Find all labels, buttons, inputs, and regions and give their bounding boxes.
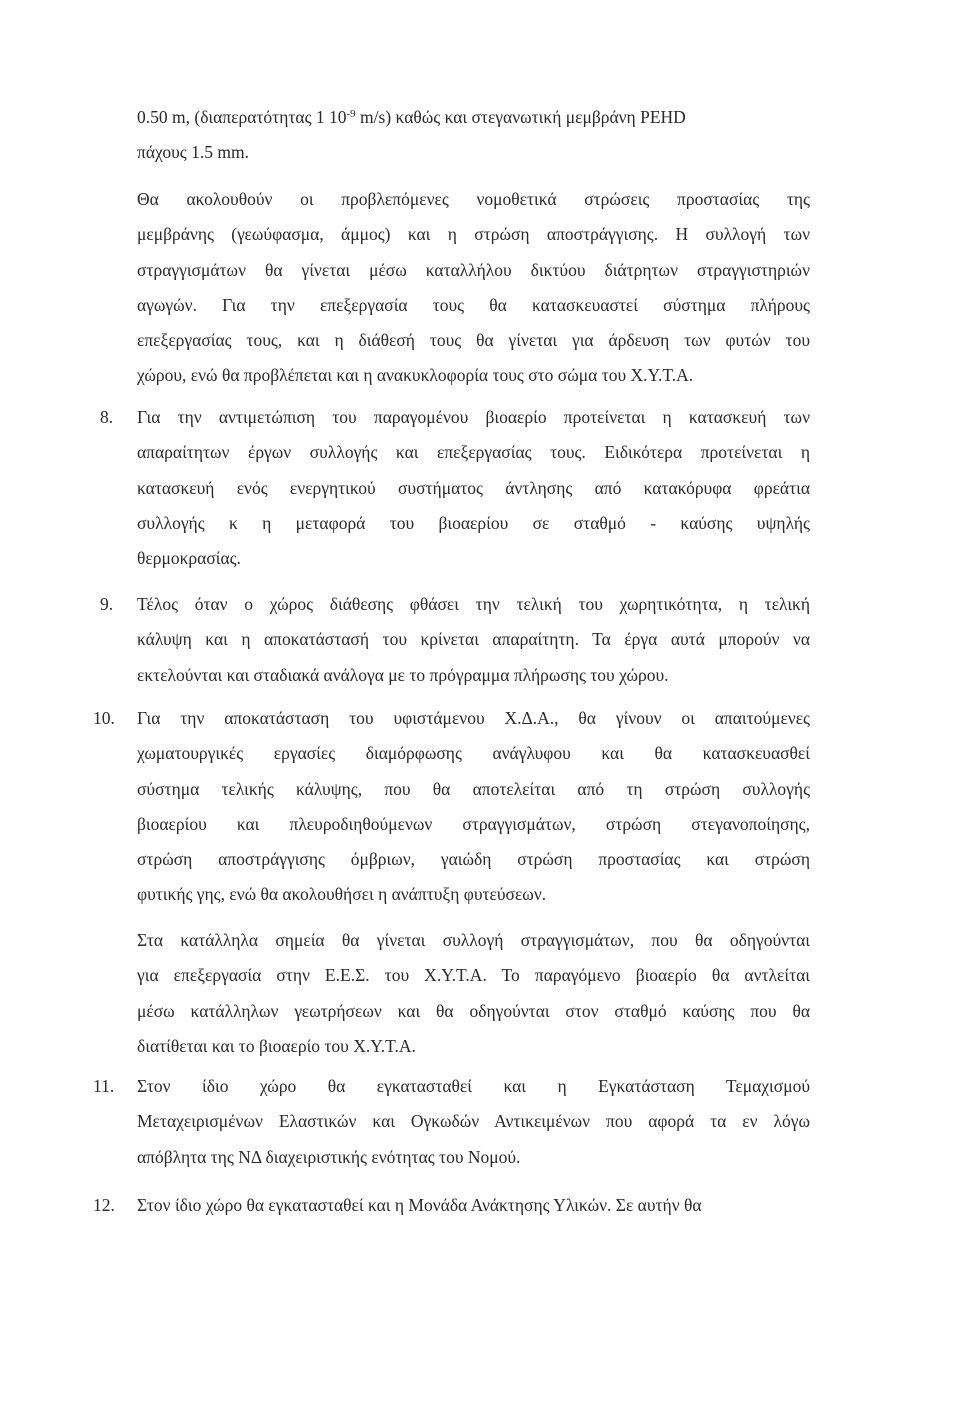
list-number: 8. (100, 407, 114, 427)
text-line: κατασκευή ενός ενεργητικού συστήματος άντλησης από κατακόρυφα φρεάτια (137, 477, 810, 498)
text-line: Για την αντιμετώπιση του παραγομένου βιοαερίο προτείνεται η κατασκευή των (137, 407, 810, 427)
intro-paragraph (137, 182, 810, 394)
text-line: Στον ίδιο χώρο θα εγκατασταθεί και η Μονάδα Ανάκτησης Υλικών. Σε αυτήν θα (137, 1195, 702, 1215)
text-line: Στα κατάλληλα σημεία θα γίνεται συλλογή στραγγισμάτων, που θα οδηγούνται (137, 930, 810, 950)
text-line: σύστημα τελικής κάλυψης, που θα αποτελείται από τη στρώση συλλογής (137, 778, 810, 799)
text-line: φυτικής γης, ενώ θα ακολουθήσει η ανάπτυξη φυτεύσεων. (137, 884, 547, 905)
list-number: 12. (93, 1195, 115, 1215)
text-line: μεμβράνης (γεωύφασμα, άμμος) και η στρώση αποστράγγισης. Η συλλογή των (137, 224, 810, 245)
list-item (137, 400, 810, 576)
text-line: για επεξεργασία στην Ε.Ε.Σ. του Χ.Υ.Τ.Α. Το παραγόμενο βιοαερίο θα αντλείται (137, 965, 810, 986)
list-number: 9. (100, 594, 114, 614)
text-line: εκτελούνται και σταδιακά ανάλογα με το πρόγραμμα πλήρωσης του χώρου. (137, 664, 669, 685)
text-line: Για την αποκατάσταση του υφιστάμενου Χ.Δ.Α., θα γίνουν οι απαιτούμενες (137, 708, 810, 728)
list-number: 10. (93, 708, 115, 728)
text-line: χωματουργικές εργασίες διαμόρφωσης ανάγλυφου και θα κατασκευασθεί (137, 743, 810, 764)
text-line: Τέλος όταν ο χώρος διάθεσης φθάσει την τελική του χωρητικότητα, η τελική (137, 594, 810, 614)
text-line: Στον ίδιο χώρο θα εγκατασταθεί και η Εγκατάσταση Τεμαχισμού (137, 1076, 810, 1096)
text-line: Μεταχειρισμένων Ελαστικών και Ογκωδών Αντικειμένων που αφορά τα εν λόγω (137, 1111, 810, 1132)
text-line: κάλυψη και η αποκατάστασή του κρίνεται απαραίτητη. Τα έργα αυτά μπορούν να (137, 629, 810, 650)
text-line: απαραίτητων έργων συλλογής και επεξεργασίας τους. Ειδικότερα προτείνεται η (137, 442, 810, 463)
text-line: μέσω κατάλληλων γεωτρήσεων και θα οδηγούνται στον σταθμό καύσης που θα (137, 1000, 810, 1021)
text-line: βιοαερίου και πλευροδιηθούμενων στραγγισμάτων, στρώση στεγανοποίησης, (137, 813, 810, 834)
list-number: 11. (93, 1076, 115, 1096)
list-item (137, 701, 810, 913)
list-item (137, 587, 810, 693)
list-item (137, 1069, 810, 1175)
text-line: χώρου, ενώ θα προβλέπεται και η ανακυκλοφορία τους στο σώμα του Χ.Υ.Τ.Α. (137, 365, 694, 386)
text-line: 0.50 m, (διαπερατότητας 1 $10^{-9}$ m/s) καθώς και στεγανωτική μεμβράνη PEHD (137, 107, 686, 127)
text-line: συλλογής κ η μεταφορά του βιοαερίου σε σταθμό - καύσης υψηλής (137, 512, 810, 533)
list-item (137, 1188, 810, 1223)
list-item-subparagraph (137, 923, 810, 1064)
intro-continuation (137, 100, 810, 171)
text-line: επεξεργασίας τους, και η διάθεσή τους θα γίνεται για άρδευση των φυτών του (137, 330, 810, 351)
text-line: θερμοκρασίας. (137, 548, 241, 569)
text-line: αγωγών. Για την επεξεργασία τους θα κατασκευαστεί σύστημα πλήρους (137, 294, 810, 315)
text-line: πάχους 1.5 mm. (137, 142, 249, 163)
text-line: στραγγισμάτων θα γίνεται μέσω καταλλήλου δικτύου διάτρητων στραγγιστηριών (137, 259, 810, 280)
text-line: στρώση αποστράγγισης όμβριων, γαιώδη στρώση προστασίας και στρώση (137, 849, 810, 870)
text-line: απόβλητα της ΝΔ διαχειριστικής ενότητας του Νομού. (137, 1146, 521, 1167)
text-line: διατίθεται και το βιοαερίο του Χ.Υ.Τ.Α. (137, 1035, 416, 1056)
text-line: Θα ακολουθούν οι προβλεπόμενες νομοθετικά στρώσεις προστασίας της (137, 189, 810, 209)
